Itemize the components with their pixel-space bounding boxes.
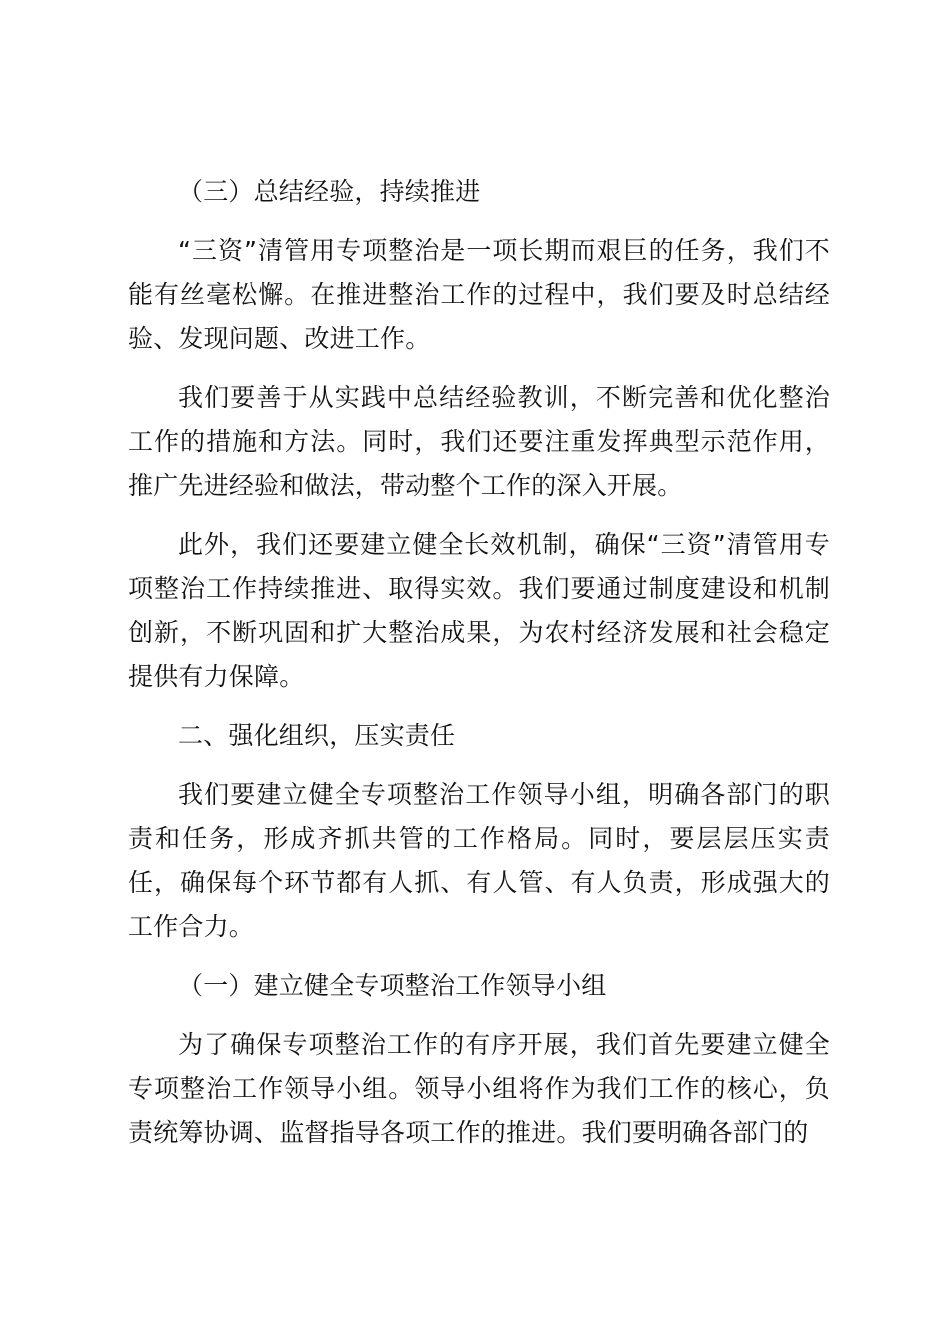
spacer	[128, 361, 830, 376]
paragraph-long-term-task: “三资”清管用专项整治是一项长期而艰巨的任务，我们不能有丝毫松懈。在推进整治工作的过程中，我们要及时总结经验、发现问题、改进工作。	[128, 236, 830, 353]
paragraph-practice-experience: 我们要善于从实践中总结经验教训，不断完善和优化整治工作的措施和方法。同时，我们还要注重发挥典型示范作用，推广先进经验和做法，带动整个工作的深入开展。	[128, 383, 830, 500]
spacer	[128, 758, 830, 773]
paragraph-orderly-work: 为了确保专项整治工作的有序开展，我们首先要建立健全专项整治工作领导小组。领导小组将作为我们工作的核心，负责统筹协调、监督指导各项工作的推进。我们要明确各部门的	[128, 1030, 830, 1147]
document-body	[128, 170, 830, 1155]
spacer	[128, 508, 830, 523]
paragraph-leadership-group: 我们要建立健全专项整治工作领导小组，明确各部门的职责和任务，形成齐抓共管的工作格局。同时，要层层压实责任，确保每个环节都有人抓、有人管、有人负责，形成强大的工作合力。	[128, 780, 830, 941]
spacer	[128, 699, 830, 714]
section-heading-leadership-group: （一）建立健全专项整治工作领导小组	[178, 971, 607, 1000]
spacer	[128, 1008, 830, 1023]
section-heading-organization: 二、强化组织，压实责任	[178, 721, 456, 750]
spacer	[128, 214, 830, 229]
paragraph-long-term-mechanism: 此外，我们还要建立健全长效机制，确保“三资”清管用专项整治工作持续推进、取得实效。我们要通过制度建设和机制创新，不断巩固和扩大整治成果，为农村经济发展和社会稳定提供有力保障。	[128, 530, 830, 691]
section-heading-summary: （三）总结经验，持续推进	[178, 177, 481, 206]
spacer	[128, 949, 830, 964]
